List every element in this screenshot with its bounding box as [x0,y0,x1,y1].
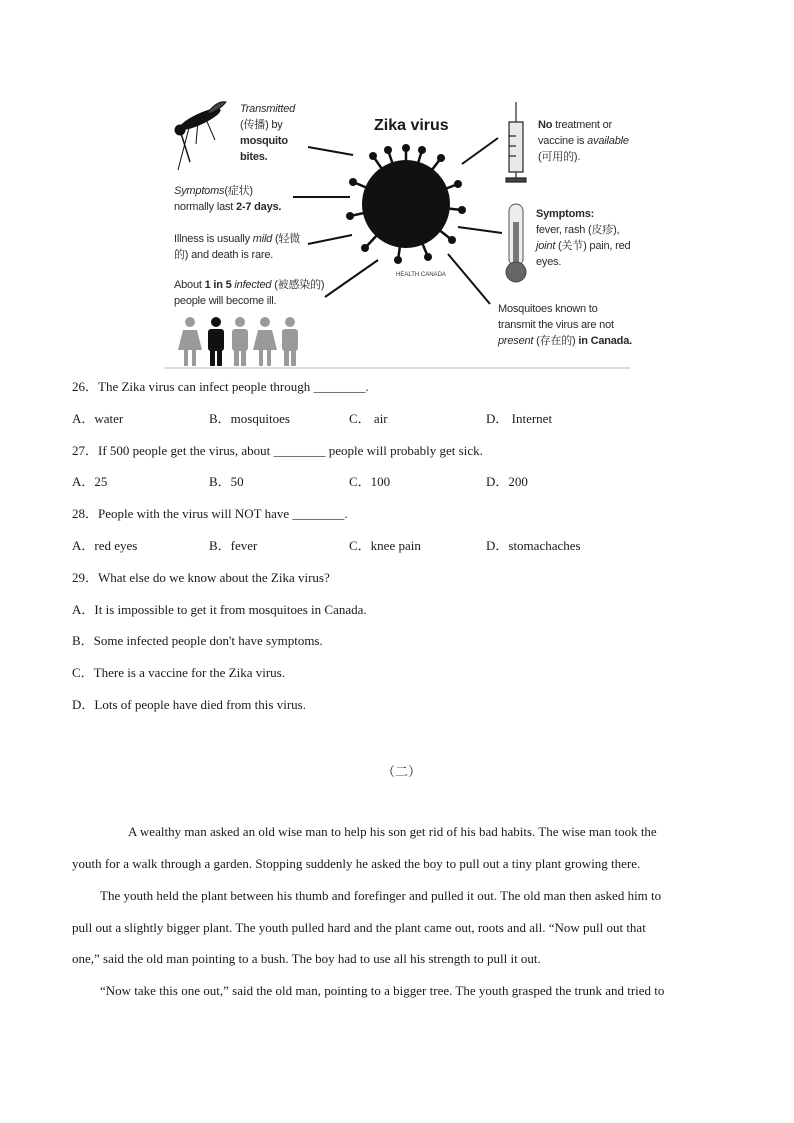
syringe-icon [506,102,526,182]
passage-line: “Now take this one out,” said the old man, pointing to a bigger tree. The youth grasped the trunk and tried to [100,983,665,998]
question-27-option-b: B．50 [209,474,244,489]
question-29-option-b: B．Some infected people don't have symptoms. [72,633,323,648]
question-28-stem: 28．People with the virus will NOT have ________. [72,506,348,521]
transmitted-text: Transmitted (传播) by mosquito bites. [240,103,296,163]
people-icons [178,317,298,366]
question-27-option-d: D．200 [486,474,528,489]
person-icon [282,317,298,366]
zika-infographic [160,92,632,370]
question-27-option-a: A．25 [72,474,108,489]
infographic-credit: HEALTH CANADA [396,272,446,278]
person-icon [232,317,248,366]
question-27-stem: 27．If 500 people get the virus, about ________ people will probably get sick. [72,443,483,458]
passage-line: one,” said the old man pointing to a bush. The boy had to use all his strength to pull it out. [72,951,541,966]
passage-line: youth for a walk through a garden. Stopping suddenly he asked the boy to pull out a tiny plant growing there. [72,856,641,871]
question-26-stem: 26．The Zika virus can infect people through ________. [72,379,369,394]
mosquito-icon [175,102,226,170]
question-26-option-a: A．water [72,411,124,426]
question-28-option-d: D．stomachaches [486,538,581,553]
illness-text: Illness is usually mild (轻微 的) and death is rare. [174,233,301,261]
question-29-option-d: D．Lots of people have died from this virus. [72,697,306,712]
infographic-title: Zika virus [374,117,449,134]
symptoms-list-text: Symptoms: fever, rash (皮疹), joint (关节) pain, red eyes. [536,208,631,268]
question-26-option-d: D． Internet [486,411,553,426]
no-treatment-text: No treatment or vaccine is available (可用的). [538,119,629,163]
question-27-option-c: C．100 [349,474,391,489]
question-28-option-a: A．red eyes [72,538,138,553]
thermometer-icon [506,204,526,282]
person-icon [208,317,224,366]
person-icon [178,317,202,366]
passage-line: pull out a slightly bigger plant. The youth pulled hard and the plant came out, roots and all. “Now pull out that [72,920,646,935]
infected-ratio-text: About 1 in 5 infected (被感染的) people will become ill. [174,279,325,307]
question-29-option-c: C．There is a vaccine for the Zika virus. [72,665,285,680]
symptoms-duration-text: Symptoms(症状) normally last 2-7 days. [174,185,282,213]
question-26-option-b: B．mosquitoes [209,411,290,426]
question-26-option-c: C． air [349,411,388,426]
virus-icon [346,144,466,264]
canada-text: Mosquitoes known to transmit the virus are not present (存在的) in Canada. [498,303,632,347]
question-29-stem: 29．What else do we know about the Zika virus? [72,570,330,585]
question-28-option-c: C．knee pain [349,538,421,553]
question-28-option-b: B．fever [209,538,258,553]
passage-line: A wealthy man asked an old wise man to help his son get rid of his bad habits. The wise man took the [128,824,657,839]
section-heading: （二） [382,764,422,779]
question-29-option-a: A．It is impossible to get it from mosquitoes in Canada. [72,602,367,617]
person-icon [253,317,277,366]
passage-line: The youth held the plant between his thumb and forefinger and pulled it out. The old man then asked him to [100,888,662,903]
